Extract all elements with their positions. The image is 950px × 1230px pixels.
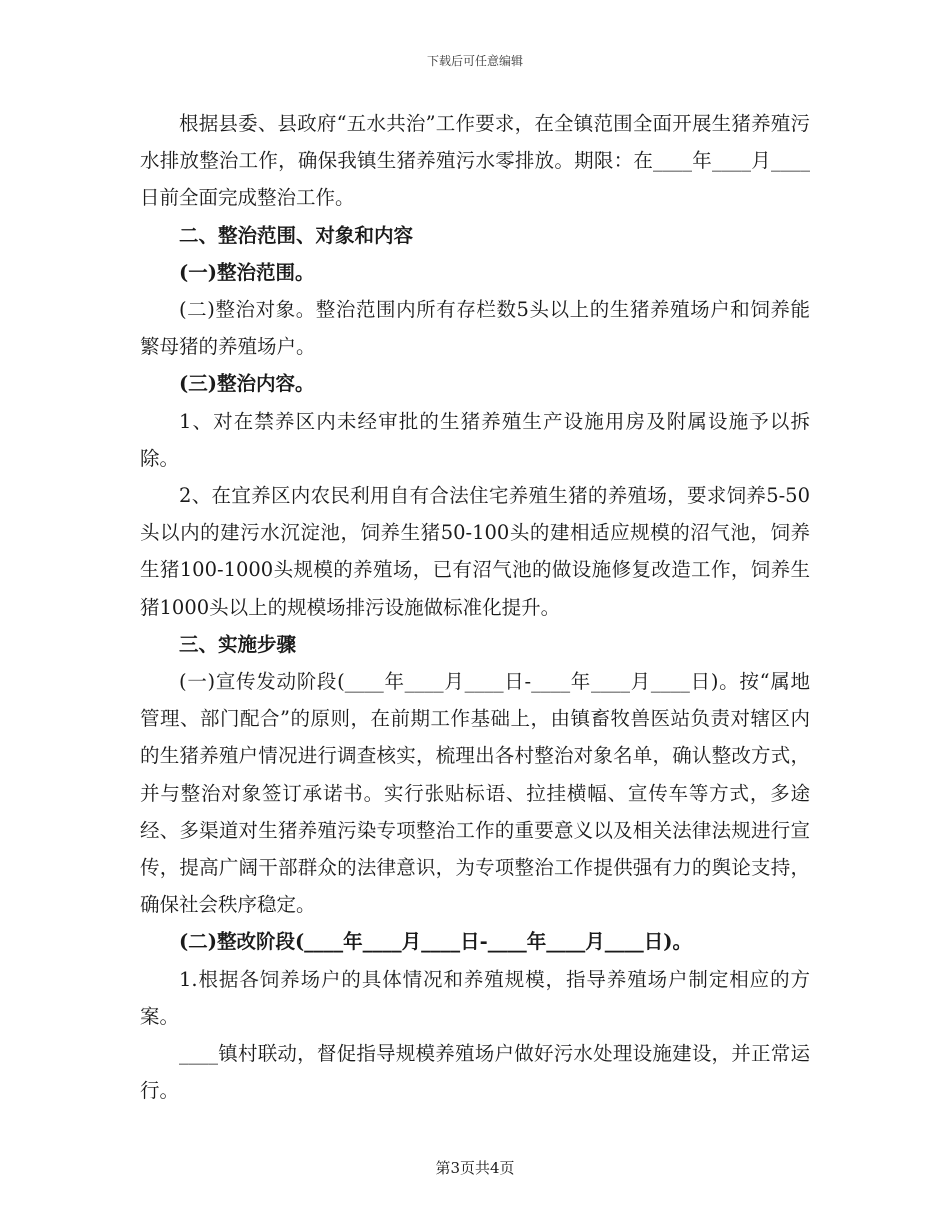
paragraph-publicity-stage: (一)宣传发动阶段(____年____月____日-____年____月____日)。按“属地管理、部门配合”的原则，在前期工作基础上，由镇畜牧兽医站负责对辖区内的生猪养殖户情况进行调查核实，梳理出各村整治对象名单，确认整改方式，并与整治对象签订承诺书。实行张贴标语、拉挂横幅、宣传车等方式，多途经、多渠道对生猪养殖污染专项整治工作的重要意义以及相关法律法规进行宣传，提高广阔干部群众的法律意识，为专项整治工作提供强有力的舆论支持，确保社会秩序稳定。 [140, 670, 810, 917]
section-heading-steps: 三、实施步骤 [179, 632, 297, 656]
paragraph-targets: (二)整治对象。整治范围内所有存栏数5头以上的生猪养殖场户和饲养能繁母猪的养殖场户。 [140, 298, 810, 359]
paragraph-item-2: 2、在宜养区内农民利用自有合法住宅养殖生猪的养殖场，要求饲养5-50头以内的建污水沉淀池，饲养生猪50-100头的建相适应规模的沼气池，饲养生猪100-1000头规模的养殖场，已有沼气池的做设施修复改造工作，饲养生猪1000头以上的规模场排污设施做标准化提升。 [140, 484, 810, 619]
document-body [140, 105, 810, 1109]
subheading-content: (三)整治内容。 [179, 372, 315, 396]
paragraph-rectification-1: 1.根据各饲养场户的具体情况和养殖规模，指导养殖场户制定相应的方案。 [140, 967, 810, 1028]
page-header-note: 下载后可任意编辑 [426, 54, 523, 68]
paragraph-item-1: 1、对在禁养区内未经审批的生猪养殖生产设施用房及附属设施予以拆除。 [140, 409, 810, 470]
intro-paragraph: 根据县委、县政府“五水共治”工作要求，在全镇范围全面开展生猪养殖污水排放整治工作，确保我镇生猪养殖污水零排放。期限：在____年____月____日前全面完成整治工作。 [140, 112, 810, 210]
section-heading-scope: 二、整治范围、对象和内容 [179, 223, 414, 247]
subheading-scope: (一)整治范围。 [179, 260, 315, 284]
subheading-rectification-stage: (二)整改阶段(____年____月____日-____年____月____日)。 [179, 930, 692, 954]
page-number: 第3页共4页 [435, 1159, 515, 1177]
paragraph-rectification-2: ____镇村联动，督促指导规模养殖场户做好污水处理设施建设，并正常运行。 [140, 1042, 810, 1103]
